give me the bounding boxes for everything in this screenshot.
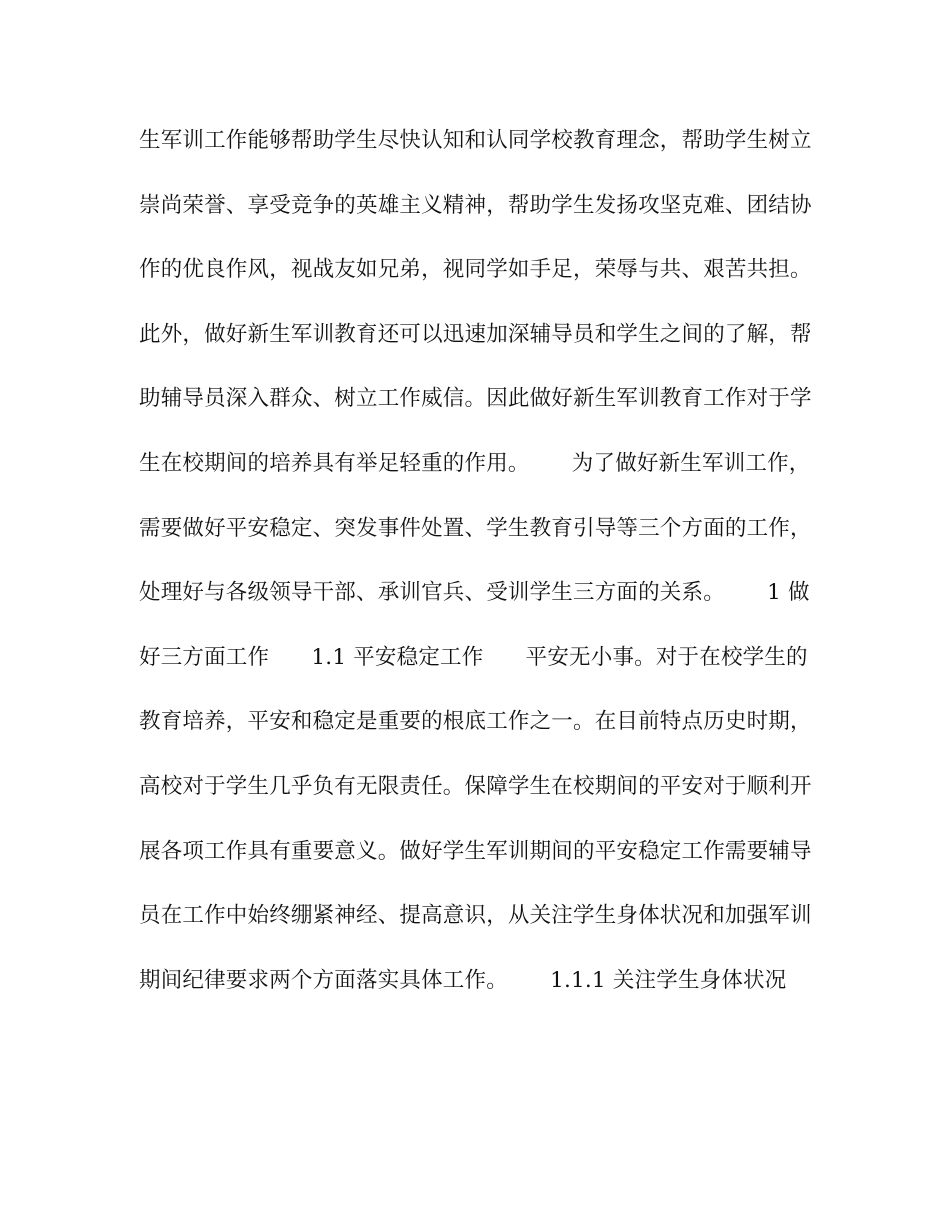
text-line: 处理好与各级领导干部、承训官兵、受训学生三方面的关系。 1 做	[139, 580, 810, 606]
text-line: 员在工作中始终绷紧神经、提高意识，从关注学生身体状况和加强军训	[139, 903, 812, 929]
text-line: 教育培养，平安和稳定是重要的根底工作之一。在目前特点历史时期，	[139, 709, 812, 735]
text-line: 生军训工作能够帮助学生尽快认知和认同学校教育理念，帮助学生树立	[139, 128, 812, 153]
text-line: 展各项工作具有重要意义。做好学生军训期间的平安稳定工作需要辅导	[139, 838, 812, 864]
text-line: 好三方面工作 1.1 平安稳定工作 平安无小事。对于在校学生的	[139, 644, 808, 670]
text-line: 崇尚荣誉、享受竞争的英雄主义精神，帮助学生发扬攻坚克难、团结协	[139, 192, 812, 218]
text-line: 生在校期间的培养具有举足轻重的作用。 为了做好新生军训工作，	[139, 450, 811, 476]
text-line: 助辅导员深入群众、树立工作威信。因此做好新生军训教育工作对于学	[139, 386, 812, 412]
text-line: 期间纪律要求两个方面落实具体工作。 1.1.1 关注学生身体状况	[139, 967, 787, 993]
text-line: 高校对于学生几乎负有无限责任。保障学生在校期间的平安对于顺利开	[139, 773, 812, 799]
body-text	[139, 118, 819, 1022]
text-line: 需要做好平安稳定、突发事件处置、学生教育引导等三个方面的工作，	[139, 515, 812, 541]
text-line: 此外，做好新生军训教育还可以迅速加深辅导员和学生之间的了解，帮	[139, 321, 812, 347]
text-line: 作的优良作风，视战友如兄弟，视同学如手足，荣辱与共、艰苦共担。	[139, 257, 812, 283]
